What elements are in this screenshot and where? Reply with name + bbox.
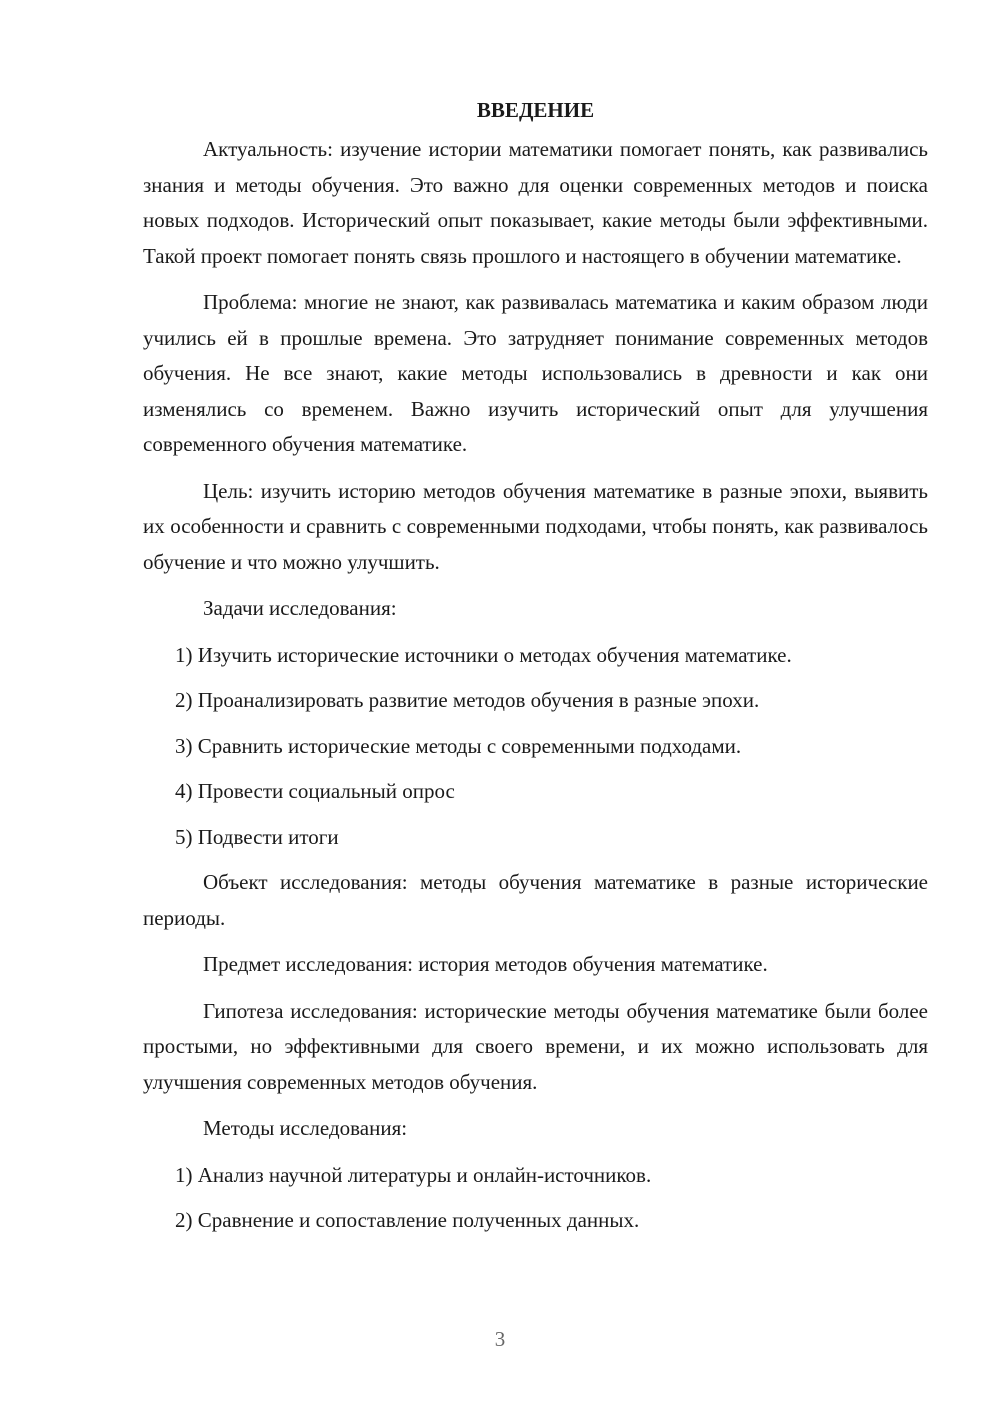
paragraph-problem: Проблема: многие не знают, как развивалась математика и каким образом люди учились ей в прошлые времена. Это затрудняет понимание современных методов обучения. Не все знают, какие методы использовались в древности и как они изменялись со временем. Важно изучить исторический опыт для улучшения современного обучения математике. xyxy=(143,290,928,456)
methods-list xyxy=(143,1158,928,1239)
page-number: 3 xyxy=(494,1327,506,1351)
list-item: 1) Изучить исторические источники о методах обучения математике. xyxy=(175,642,792,667)
tasks-heading: Задачи исследования: xyxy=(203,596,397,620)
section-title: ВВЕДЕНИЕ xyxy=(476,98,595,122)
paragraph-hypothesis: Гипотеза исследования: исторические методы обучения математике были более простыми, но эффективными для своего времени, и их можно использовать для улучшения современных методов обучения. xyxy=(143,998,928,1094)
paragraph-subject: Предмет исследования: история методов обучения математике. xyxy=(203,952,768,976)
list-item: 4) Провести социальный опрос xyxy=(175,779,455,803)
list-item: 5) Подвести итоги xyxy=(175,824,339,849)
methods-heading: Методы исследования: xyxy=(203,1116,408,1140)
paragraph-relevance: Актуальность: изучение истории математики помогает понять, как развивались знания и методы обучения. Это важно для оценки современных методов и поиска новых подходов. Исторический опыт показывает, какие методы были эффективными. Такой проект помогает понять связь прошлого и настоящего в обучении математике. xyxy=(143,137,928,268)
list-item: 3) Сравнить исторические методы с современными подходами. xyxy=(175,733,742,758)
paragraph-goal: Цель: изучить историю методов обучения математике в разные эпохи, выявить их особенности и сравнить с современными подходами, чтобы понять, как развивалось обучение и что можно улучшить. xyxy=(143,478,928,574)
document-page xyxy=(143,92,928,1249)
tasks-list xyxy=(143,638,928,856)
list-item: 1) Анализ научной литературы и онлайн-источников. xyxy=(175,1162,652,1187)
paragraph-object: Объект исследования: методы обучения математике в разные исторические периоды. xyxy=(143,870,928,930)
list-item: 2) Сравнение и сопоставление полученных данных. xyxy=(175,1208,640,1232)
list-item: 2) Проанализировать развитие методов обучения в разные эпохи. xyxy=(175,688,760,712)
